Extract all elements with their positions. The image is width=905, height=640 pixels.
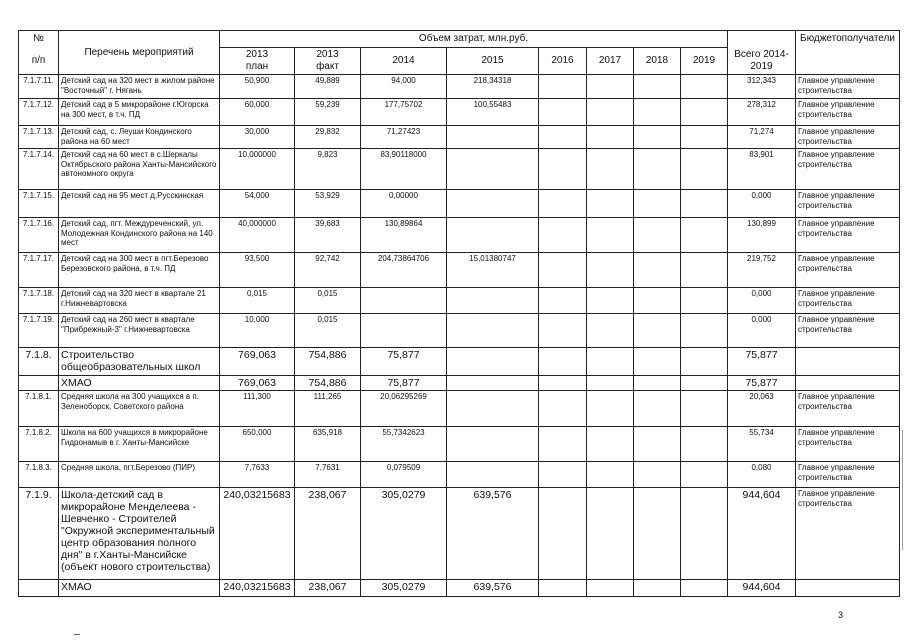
row-2015: 639,576 [447, 580, 539, 597]
row-2019 [681, 391, 728, 427]
table-row [19, 488, 900, 580]
row-2013-plan: 54,000 [220, 190, 295, 218]
row-2015 [447, 314, 539, 348]
row-2019 [681, 99, 728, 126]
row-2018 [634, 75, 681, 99]
row-total: 312,343 [728, 75, 796, 99]
table-row [19, 218, 900, 253]
table-row [19, 391, 900, 427]
header-2013-plan: 2013 план [220, 48, 295, 75]
row-name: Детский сад на 300 мест в пгт.Березово Березовского района, в т.ч. ПД [59, 253, 220, 288]
row-recipient [796, 348, 900, 376]
row-2015 [447, 190, 539, 218]
row-name: Детский сад на 60 мест в с.Шеркалы Октябрьского района Ханты-Мансийского автономного округа [59, 149, 220, 190]
row-recipient: Главное управление строительства [796, 190, 900, 218]
row-2015: 100,55483 [447, 99, 539, 126]
row-2018 [634, 348, 681, 376]
row-2019 [681, 580, 728, 597]
row-2013-fact: 9,823 [295, 149, 361, 190]
row-2019 [681, 376, 728, 391]
row-2014: 305,0279 [361, 488, 447, 580]
row-2013-plan: 240,03215683 [220, 580, 295, 597]
row-recipient: Главное управление строительства [796, 75, 900, 99]
row-2017 [587, 391, 634, 427]
row-2017 [587, 253, 634, 288]
row-2013-fact: 92,742 [295, 253, 361, 288]
row-2013-fact: 0,015 [295, 288, 361, 314]
row-2014: 305,0279 [361, 580, 447, 597]
row-2017 [587, 149, 634, 190]
row-2014: 75,877 [361, 348, 447, 376]
row-code: 7.1.7.12. [19, 99, 59, 126]
header-2015: 2015 [447, 48, 539, 75]
row-2013-fact: 0,015 [295, 314, 361, 348]
table-row [19, 75, 900, 99]
row-2013-plan: 50,900 [220, 75, 295, 99]
row-2013-fact: 635,918 [295, 427, 361, 462]
row-2013-plan: 10,000 [220, 314, 295, 348]
row-2019 [681, 462, 728, 488]
row-2019 [681, 288, 728, 314]
row-name: Детский сад на 320 мест в жилом районе "Восточный" г. Нягань [59, 75, 220, 99]
row-total: 0,000 [728, 288, 796, 314]
row-2016 [539, 462, 587, 488]
row-2018 [634, 126, 681, 149]
row-2013-plan: 10,000000 [220, 149, 295, 190]
row-2016 [539, 288, 587, 314]
row-2018 [634, 376, 681, 391]
row-2014: 83,90118000 [361, 149, 447, 190]
row-2015 [447, 126, 539, 149]
row-name: Детский сад, с. Леуши Кондинского района на 60 мест [59, 126, 220, 149]
row-2017 [587, 580, 634, 597]
row-code: 7.1.7.15. [19, 190, 59, 218]
table-row [19, 149, 900, 190]
row-recipient: Главное управление строительства [796, 314, 900, 348]
row-2015 [447, 376, 539, 391]
row-recipient: Главное управление строительства [796, 488, 900, 580]
row-name: Строительство общеобразовательных школ [59, 348, 220, 376]
row-2013-fact: 754,886 [295, 348, 361, 376]
row-name: Средняя школа на 300 учащихся в п. Зеленоборск, Советского района [59, 391, 220, 427]
header-activities: Перечень мероприятий [59, 31, 220, 75]
row-2016 [539, 488, 587, 580]
row-2018 [634, 149, 681, 190]
row-2016 [539, 126, 587, 149]
row-2018 [634, 427, 681, 462]
row-code: 7.1.7.13. [19, 126, 59, 149]
row-recipient: Главное управление строительства [796, 218, 900, 253]
row-2019 [681, 314, 728, 348]
scan-mark [74, 634, 80, 635]
row-2014: 177,75702 [361, 99, 447, 126]
row-2016 [539, 580, 587, 597]
row-2013-plan: 240,03215683 [220, 488, 295, 580]
row-code: 7.1.8.3. [19, 462, 59, 488]
header-2019: 2019 [681, 48, 728, 75]
row-2018 [634, 488, 681, 580]
row-name: Средняя школа, пгт.Березово (ПИР) [59, 462, 220, 488]
row-2017 [587, 314, 634, 348]
row-2016 [539, 348, 587, 376]
row-total: 0,000 [728, 190, 796, 218]
scan-edge-line [902, 430, 903, 550]
row-code: 7.1.8.2. [19, 427, 59, 462]
row-2019 [681, 126, 728, 149]
row-2016 [539, 75, 587, 99]
row-2013-fact: 49,889 [295, 75, 361, 99]
row-2013-fact: 238,067 [295, 580, 361, 597]
row-2014: 20,06295269 [361, 391, 447, 427]
row-2013-fact: 39,683 [295, 218, 361, 253]
row-2018 [634, 580, 681, 597]
row-2014: 94,000 [361, 75, 447, 99]
header-2016: 2016 [539, 48, 587, 75]
row-total: 75,877 [728, 376, 796, 391]
header-2018: 2018 [634, 48, 681, 75]
row-2017 [587, 427, 634, 462]
header-2013-fact: 2013 факт [295, 48, 361, 75]
header-2017: 2017 [587, 48, 634, 75]
row-recipient: Главное управление строительства [796, 427, 900, 462]
row-code: 7.1.8.1. [19, 391, 59, 427]
row-2015: 218,34318 [447, 75, 539, 99]
header-cost: Объем затрат, млн.руб. [220, 31, 728, 48]
row-name: Детский сад на 95 мест д.Русскинская [59, 190, 220, 218]
table-row [19, 253, 900, 288]
row-2015: 639,576 [447, 488, 539, 580]
row-2018 [634, 391, 681, 427]
row-2014 [361, 314, 447, 348]
row-2013-fact: 29,832 [295, 126, 361, 149]
row-recipient: Главное управление строительства [796, 288, 900, 314]
row-recipient: Главное управление строительства [796, 462, 900, 488]
row-name: Детский сад на 320 мест в квартале 21 г.Нижневартовска [59, 288, 220, 314]
row-2017 [587, 462, 634, 488]
row-2013-plan: 93,500 [220, 253, 295, 288]
header-recipients: Бюджетополучатели [796, 31, 900, 75]
row-name: Детский сад, пгт. Междуреченский, ул. Молодежная Кондинского района на 140 мест [59, 218, 220, 253]
table-row [19, 99, 900, 126]
row-name: Школа на 600 учащихся в микрорайоне Гидронамыв в г. Ханты-Мансийске [59, 427, 220, 462]
row-2013-fact: 7,7631 [295, 462, 361, 488]
table-row [19, 190, 900, 218]
row-2018 [634, 253, 681, 288]
row-name: Детский сад на 260 мест в квартале "Прибрежный-3" г.Нижневартовска [59, 314, 220, 348]
row-name: ХМАО [59, 580, 220, 597]
row-2016 [539, 149, 587, 190]
row-2015 [447, 288, 539, 314]
row-2017 [587, 99, 634, 126]
row-total: 0,080 [728, 462, 796, 488]
row-2014: 130,89864 [361, 218, 447, 253]
page-number: 3 [837, 610, 843, 620]
row-total: 278,312 [728, 99, 796, 126]
row-total: 20,063 [728, 391, 796, 427]
row-2016 [539, 391, 587, 427]
header-pp: п/п [19, 48, 59, 75]
row-2016 [539, 253, 587, 288]
row-2019 [681, 190, 728, 218]
row-2015: 15,01380747 [447, 253, 539, 288]
row-2019 [681, 488, 728, 580]
row-2019 [681, 427, 728, 462]
row-2016 [539, 218, 587, 253]
table-row [19, 376, 900, 391]
row-2014: 0,079509 [361, 462, 447, 488]
row-2015 [447, 462, 539, 488]
row-2014: 71,27423 [361, 126, 447, 149]
row-2017 [587, 376, 634, 391]
row-2019 [681, 149, 728, 190]
row-2017 [587, 75, 634, 99]
row-name: Школа-детский сад в микрорайоне Менделеева - Шевченко - Строителей "Окружной экспериментальный центр образования полного дня" в г.Ханты-Мансийске (объект нового строительства) [59, 488, 220, 580]
row-2018 [634, 462, 681, 488]
table-row [19, 580, 900, 597]
row-code [19, 376, 59, 391]
row-2014: 204,73864706 [361, 253, 447, 288]
header-2014: 2014 [361, 48, 447, 75]
row-2016 [539, 376, 587, 391]
row-2013-fact: 59,239 [295, 99, 361, 126]
row-2013-plan: 40,000000 [220, 218, 295, 253]
table-row [19, 314, 900, 348]
row-code: 7.1.7.14. [19, 149, 59, 190]
row-2013-plan: 111,300 [220, 391, 295, 427]
row-2017 [587, 348, 634, 376]
row-2014: 75,877 [361, 376, 447, 391]
row-recipient: Главное управление строительства [796, 253, 900, 288]
row-2016 [539, 314, 587, 348]
row-2013-plan: 0,015 [220, 288, 295, 314]
row-2013-fact: 53,929 [295, 190, 361, 218]
row-recipient: Главное управление строительства [796, 99, 900, 126]
row-recipient: Главное управление строительства [796, 391, 900, 427]
row-2013-plan: 650,000 [220, 427, 295, 462]
row-2014 [361, 288, 447, 314]
row-2017 [587, 218, 634, 253]
row-code: 7.1.7.19. [19, 314, 59, 348]
row-2015 [447, 427, 539, 462]
row-2013-plan: 60,000 [220, 99, 295, 126]
row-2018 [634, 99, 681, 126]
row-total: 0,000 [728, 314, 796, 348]
row-total: 55,734 [728, 427, 796, 462]
row-2014: 55,7342623 [361, 427, 447, 462]
row-code: 7.1.7.16. [19, 218, 59, 253]
row-2017 [587, 190, 634, 218]
row-2013-plan: 769,063 [220, 376, 295, 391]
row-2013-fact: 111,265 [295, 391, 361, 427]
row-recipient: Главное управление строительства [796, 149, 900, 190]
row-2019 [681, 75, 728, 99]
table-row [19, 126, 900, 149]
row-total: 71,274 [728, 126, 796, 149]
row-2019 [681, 218, 728, 253]
header-total-top [728, 31, 796, 48]
row-total: 130,899 [728, 218, 796, 253]
row-2019 [681, 253, 728, 288]
row-2019 [681, 348, 728, 376]
table-row [19, 348, 900, 376]
row-2016 [539, 427, 587, 462]
row-name: ХМАО [59, 376, 220, 391]
row-total: 75,877 [728, 348, 796, 376]
row-2018 [634, 314, 681, 348]
row-recipient [796, 376, 900, 391]
header-total: Всего 2014-2019 [728, 48, 796, 75]
row-code [19, 580, 59, 597]
row-code: 7.1.7.11. [19, 75, 59, 99]
header-num: № [19, 31, 59, 48]
row-2017 [587, 488, 634, 580]
row-recipient [796, 580, 900, 597]
row-total: 944,604 [728, 488, 796, 580]
row-total: 83,901 [728, 149, 796, 190]
row-2018 [634, 288, 681, 314]
row-2013-plan: 30,000 [220, 126, 295, 149]
row-code: 7.1.7.18. [19, 288, 59, 314]
row-2013-fact: 754,886 [295, 376, 361, 391]
row-2016 [539, 190, 587, 218]
table-row [19, 427, 900, 462]
row-2013-plan: 769,063 [220, 348, 295, 376]
row-2018 [634, 218, 681, 253]
row-2015 [447, 149, 539, 190]
row-2015 [447, 218, 539, 253]
row-name: Детский сад в 5 микрорайоне г.Югорска на 300 мест, в т.ч. ПД [59, 99, 220, 126]
row-total: 944,604 [728, 580, 796, 597]
row-2017 [587, 126, 634, 149]
row-2017 [587, 288, 634, 314]
row-2016 [539, 99, 587, 126]
cost-table [18, 30, 900, 597]
row-code: 7.1.7.17. [19, 253, 59, 288]
table-row [19, 288, 900, 314]
row-2014: 0,00000 [361, 190, 447, 218]
row-2013-fact: 238,067 [295, 488, 361, 580]
row-total: 219,752 [728, 253, 796, 288]
row-recipient: Главное управление строительства [796, 126, 900, 149]
row-code: 7.1.8. [19, 348, 59, 376]
row-2013-plan: 7,7633 [220, 462, 295, 488]
table-row [19, 462, 900, 488]
row-code: 7.1.9. [19, 488, 59, 580]
row-2018 [634, 190, 681, 218]
row-2015 [447, 391, 539, 427]
row-2015 [447, 348, 539, 376]
